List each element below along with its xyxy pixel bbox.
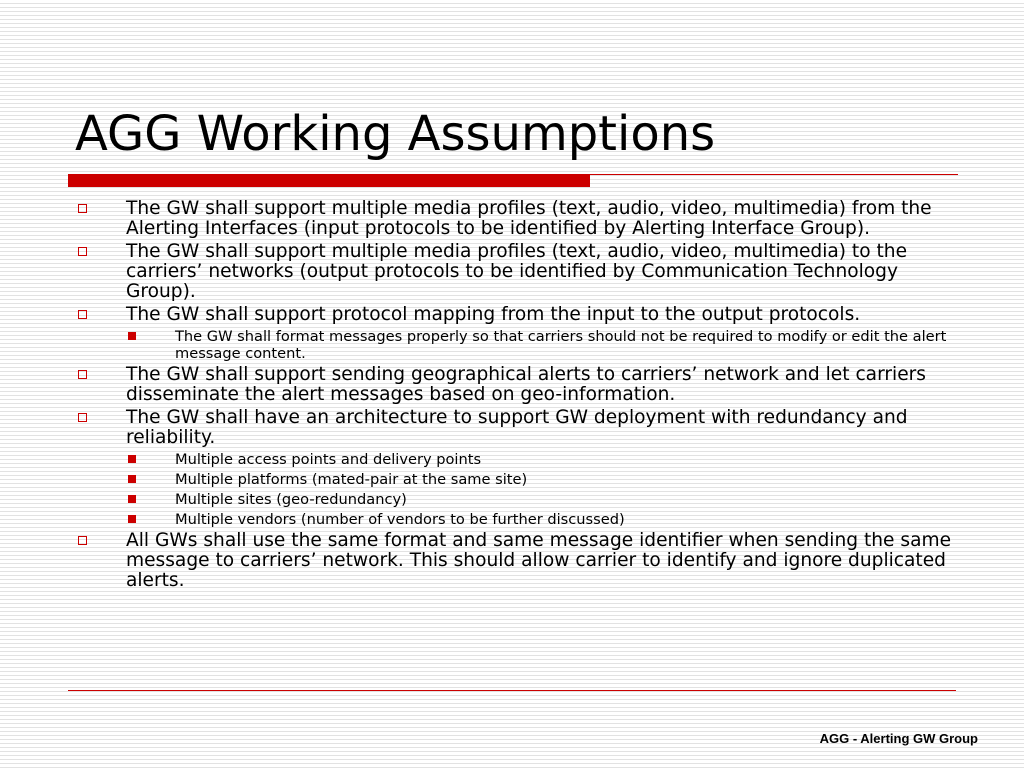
hollow-square-icon xyxy=(78,536,87,545)
bullet-text: The GW shall have an architecture to support GW deployment with redundancy and reliability. xyxy=(126,407,908,448)
bullet-list xyxy=(76,199,966,594)
sub-bullet-text: The GW shall format messages properly so that carriers should not be required to modify or edit the alert message content. xyxy=(175,328,947,362)
bullet-text: The GW shall support multiple media profiles (text, audio, video, multimedia) to the carriers’ networks (output protocols to be identified by Communication Technology Group). xyxy=(126,241,908,302)
bullet-text: The GW shall support protocol mapping from the input to the output protocols. xyxy=(126,304,861,325)
filled-square-icon xyxy=(128,332,136,340)
filled-square-icon xyxy=(128,455,136,463)
hollow-square-icon xyxy=(78,413,87,422)
sub-bullet-text: Multiple platforms (mated-pair at the same site) xyxy=(175,471,528,488)
hollow-square-icon xyxy=(78,310,87,319)
bullet-item xyxy=(76,408,966,448)
bullet-text: The GW shall support sending geographical alerts to carriers’ network and let carriers disseminate the alert messages based on geo-information. xyxy=(126,364,926,405)
sub-bullet-item xyxy=(76,511,966,528)
sub-bullet-text: Multiple sites (geo-redundancy) xyxy=(175,491,407,508)
bullet-item xyxy=(76,365,966,405)
footer-text: AGG - Alerting GW Group xyxy=(819,731,978,746)
sub-bullet-item xyxy=(76,491,966,508)
bullet-text: All GWs shall use the same format and same message identifier when sending the same message to carriers’ network. This should allow carrier to identify and ignore duplicated alerts. xyxy=(126,530,952,591)
bullet-text: The GW shall support multiple media profiles (text, audio, video, multimedia) from the Alerting Interfaces (input protocols to be identified by Alerting Interface Group). xyxy=(126,198,932,239)
bullet-item xyxy=(76,531,966,591)
sub-bullet-item xyxy=(76,471,966,488)
sub-bullet-text: Multiple access points and delivery points xyxy=(175,451,482,468)
hollow-square-icon xyxy=(78,370,87,379)
bullet-item xyxy=(76,305,966,325)
footer-divider xyxy=(68,690,956,691)
bullet-item xyxy=(76,199,966,239)
filled-square-icon xyxy=(128,475,136,483)
filled-square-icon xyxy=(128,515,136,523)
sub-bullet-item xyxy=(76,328,966,362)
title-underline-block xyxy=(68,174,590,187)
title-underline-line xyxy=(590,174,958,175)
title-underline xyxy=(68,174,958,188)
sub-bullet-item xyxy=(76,451,966,468)
filled-square-icon xyxy=(128,495,136,503)
bullet-item xyxy=(76,242,966,302)
sub-bullet-text: Multiple vendors (number of vendors to be further discussed) xyxy=(175,511,625,528)
hollow-square-icon xyxy=(78,204,87,213)
slide-title: AGG Working Assumptions xyxy=(75,106,716,162)
hollow-square-icon xyxy=(78,247,87,256)
